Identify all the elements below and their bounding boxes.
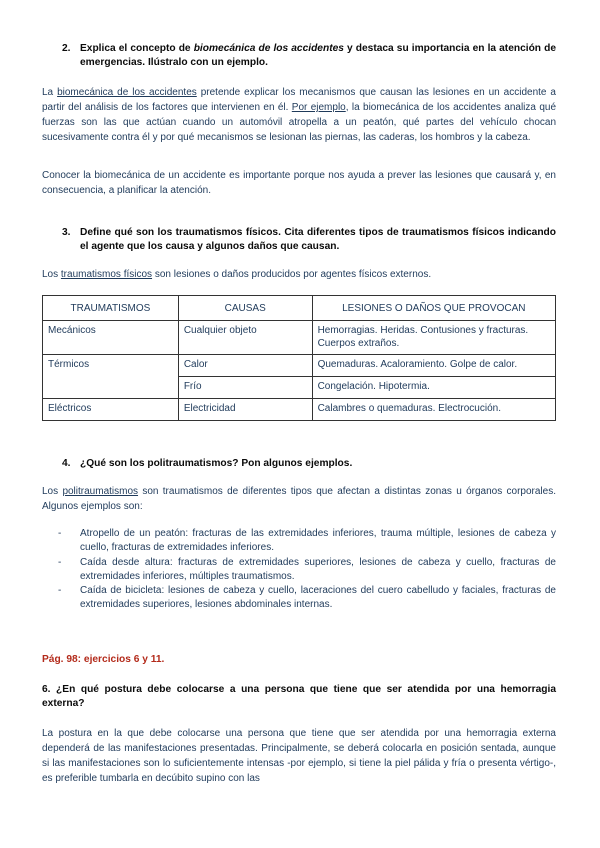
table-cell-damage: Calambres o quemaduras. Electrocución. — [312, 399, 555, 421]
list-item-text: Atropello de un peatón: fracturas de las extremidades inferiores, trauma múltiple, lesiones de cabeza y cuello, fracturas de extremidades inferiores. — [80, 528, 556, 553]
table-header-causas: CAUSAS — [178, 296, 312, 321]
list-item-text: Caída de bicicleta: lesiones de cabeza y cuello, laceraciones del cuero cabelludo y faciales, fracturas de extremidades superiores, lesiones abdominales internas. — [80, 585, 556, 610]
answer-2-paragraph-2: Conocer la biomecánica de un accidente es importante porque nos ayuda a prever las lesiones que causará y, en consecuencia, a planificar la atención. — [42, 170, 556, 196]
table-cell-type: Térmicos — [43, 355, 179, 399]
list-item — [58, 527, 556, 555]
answer-2-paragraph-1: La biomecánica de los accidentes pretende explicar los mecanismos que causan las lesiones en un accidente a partir del análisis de los factores que intervienen en él. Por ejemplo, la biomecánica de los accidentes analiza qué fuerzas son las que actúan cuando un automóvil atropella a un peatón, qué partes del vehículo chocan sucesivamente contra él y por qué mecanismos se lesionan las piernas, las caderas, los hombros y la cabeza. — [42, 87, 557, 143]
answer-3-paragraph: Los traumatismos físicos son lesiones o daños producidos por agentes físicos externos. — [42, 269, 432, 280]
traumatismos-table — [42, 295, 556, 421]
question-2 — [62, 42, 556, 70]
question-2-text-italic: biomecánica de los accidentes — [193, 43, 344, 54]
answer-4-paragraph: Los politraumatismos son traumatismos de diferentes tipos que afectan a distintas zonas u órganos corporales. Algunos ejemplos son: — [42, 486, 556, 512]
question-4-number: 4. — [62, 458, 71, 469]
table-row — [43, 321, 556, 355]
table-cell-cause: Cualquier objeto — [178, 321, 312, 355]
table-cell-damage: Congelación. Hipotermia. — [312, 377, 555, 399]
answer-6-paragraph: La postura en la que debe colocarse una persona que tiene que ser atendida por una hemorragia externa dependerá de las manifestaciones presentadas. Principalmente, se deberá colocarla en posición sentada, aunque si las manifestaciones son lo suficientemente intensas -por ejemplo, si tiene la piel pálida y fría o presenta vértigo-, es preferible tumbarla en decúbito supino con las — [42, 728, 556, 784]
table-header-row — [43, 296, 556, 321]
bullet-dash: - — [58, 557, 62, 568]
question-4-text: ¿Qué son los politraumatismos? Pon algunos ejemplos. — [80, 458, 353, 469]
question-2-number: 2. — [62, 43, 71, 54]
section-heading-exercises: Pág. 98: ejercicios 6 y 11. — [42, 654, 165, 665]
question-6 — [42, 683, 556, 711]
question-3-number: 3. — [62, 227, 71, 238]
table-cell-cause: Calor — [178, 355, 312, 377]
link-traumatismos-fisicos[interactable]: traumatismos físicos — [60, 269, 153, 280]
table-cell-type: Mecánicos — [43, 321, 179, 355]
question-6-text: 6. ¿En qué postura debe colocarse a una persona que tiene que ser atendida por una hemorragia externa? — [42, 684, 556, 709]
link-biomecanica[interactable]: biomecánica de los accidentes — [57, 87, 197, 98]
table-cell-type: Eléctricos — [43, 399, 179, 421]
question-3 — [62, 226, 556, 254]
table-header-lesiones: LESIONES O DAÑOS QUE PROVOCAN — [312, 296, 555, 321]
question-2-text-post: y destaca su importancia en la atención de emergencias. Ilústralo con un ejemplo. — [80, 43, 557, 68]
table-cell-cause: Frío — [178, 377, 312, 399]
question-3-text: Define qué son los traumatismos físicos. Cita diferentes tipos de traumatismos físicos indicando el agente que los causa y algunos daños que causan. — [80, 227, 556, 252]
link-por-ejemplo[interactable]: Por ejemplo — [291, 102, 346, 113]
table-cell-cause: Electricidad — [178, 399, 312, 421]
bullet-dash: - — [58, 528, 62, 539]
question-2-text-pre: Explica el concepto de — [80, 43, 194, 54]
question-4 — [62, 457, 556, 471]
link-politraumatismos[interactable]: politraumatismos — [62, 486, 139, 497]
list-item — [58, 584, 556, 612]
list-item — [58, 556, 556, 584]
list-item-text: Caída desde altura: fracturas de extremidades superiores, lesiones de cabeza y cuello, fracturas de extremidades inferiores, múltiples traumatismos. — [80, 557, 556, 582]
table-row — [43, 355, 556, 377]
table-cell-damage: Quemaduras. Acaloramiento. Golpe de calor. — [312, 355, 555, 377]
table-header-traumatismos: TRAUMATISMOS — [43, 296, 179, 321]
bullet-dash: - — [58, 585, 62, 596]
table-row — [43, 399, 556, 421]
table-cell-damage: Hemorragias. Heridas. Contusiones y fracturas. Cuerpos extraños. — [312, 321, 555, 355]
